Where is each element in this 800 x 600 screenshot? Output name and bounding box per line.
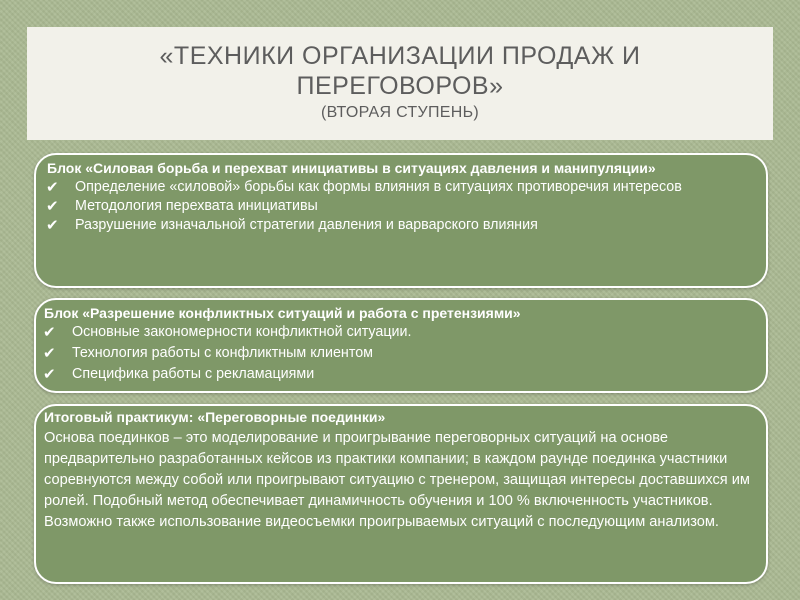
- block-title: Блок «Разрешение конфликтных ситуаций и работа с претензиями»: [44, 305, 521, 321]
- block-final-workshop: [34, 404, 768, 584]
- checkmark-icon: ✔: [43, 324, 56, 341]
- checkmark-icon: ✔: [46, 179, 59, 196]
- block-power-struggle: [34, 153, 768, 288]
- checkmark-icon: ✔: [46, 198, 59, 215]
- checkmark-icon: ✔: [43, 345, 56, 362]
- checkmark-icon: ✔: [46, 217, 59, 234]
- slide-subtitle: (ВТОРАЯ СТУПЕНЬ): [320, 104, 480, 121]
- block-title: Блок «Силовая борьба и перехват инициативы в ситуациях давления и манипуляции»: [47, 160, 656, 176]
- list-item: ✔ Методология перехвата инициативы: [46, 198, 318, 215]
- block-title: Итоговый практикум: «Переговорные поединки»: [44, 409, 386, 425]
- list-item: ✔ Специфика работы с рекламациями: [43, 366, 315, 383]
- checkmark-icon: ✔: [43, 366, 56, 383]
- block-list: [42, 323, 752, 384]
- slide-title-line-1: «ТЕХНИКИ ОРГАНИЗАЦИИ ПРОДАЖ И: [159, 42, 641, 70]
- list-item: ✔ Определение «силовой» борьбы как формы влияния в ситуациях противоречия интересов: [46, 179, 682, 196]
- slide-title-line-2: ПЕРЕГОВОРОВ»: [296, 72, 504, 100]
- list-item: ✔ Технология работы с конфликтным клиентом: [43, 345, 373, 362]
- title-panel: [27, 27, 773, 140]
- list-item: ✔ Основные закономерности конфликтной ситуации.: [43, 324, 412, 341]
- block-list: [45, 178, 752, 235]
- block-conflict-resolution: [34, 298, 768, 393]
- list-item: ✔ Разрушение изначальной стратегии давления и варварского влияния: [46, 217, 538, 234]
- block-description: Основа поединков – это моделирование и проигрывание переговорных ситуаций на основе предварительно разработанных кейсов из практики компании; в каждом раунде поединка участники соревнуются между собой или проигрывают ситуацию с тренером, защищая интересы доставшихся им ролей. Подобный метод обеспечивает динамичность обучения и 100 % включенность участников. Возможно также использование видеосъемки проигрываемых ситуаций с последующим анализом.: [44, 430, 750, 530]
